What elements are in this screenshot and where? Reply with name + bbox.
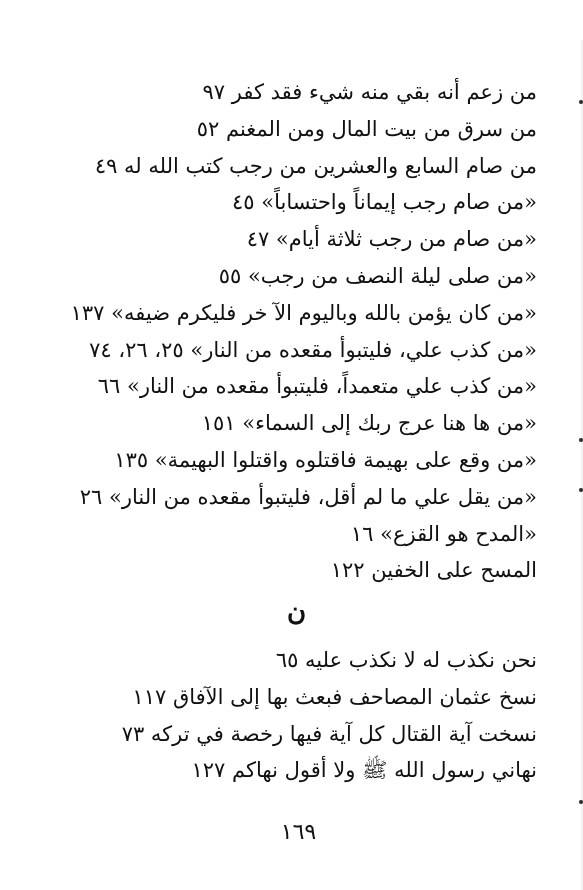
index-entry: «من يقل علي ما لم أقل، فليتبوأ مقعده من النار» ٢٦ (79, 484, 537, 509)
index-entry: «من وقع على بهيمة فاقتلوه واقتلوا البهيمة» ١٣٥ (114, 447, 537, 472)
page-number: ١٦٩ (280, 820, 317, 845)
index-entry: «من صام من رجب ثلاثة أيام» ٤٧ (246, 227, 537, 252)
index-entry: من سرق من بيت المال ومن المغنم ٥٢ (196, 116, 537, 141)
margin-mark (579, 800, 583, 804)
index-entry: من زعم أنه بقي منه شيء فقد كفر ٩٧ (202, 80, 537, 104)
index-entry: «المدح هو القزع» ١٦ (350, 521, 537, 546)
index-entry: «من ها هنا عرج ربك إلى السماء» ١٥١ (201, 411, 537, 436)
index-entry: المسح على الخفين ١٢٢ (330, 558, 537, 583)
index-entry: من صام السابع والعشرين من رجب كتب الله له ٤٩ (94, 153, 537, 178)
margin-mark (579, 438, 583, 442)
index-entry: «من صلى ليلة النصف من رجب» ٥٥ (218, 263, 537, 288)
index-entry: نسخت آية القتال كل آية فيها رخصة في تركه ٧٣ (121, 721, 537, 746)
index-entry: نهاني رسول الله ﷺ ولا أقول نهاكم ١٢٧ (191, 758, 537, 783)
section-heading-letter: ن (286, 597, 307, 627)
index-entries-meem (37, 74, 537, 589)
margin-mark (579, 488, 583, 492)
index-entry: «من كذب علي، فليتبوأ مقعده من النار» ٢٥، ٢٦، ٧٤ (89, 337, 537, 362)
index-entry: نحن نكذب له لا نكذب عليه ٦٥ (275, 648, 537, 672)
index-entry: «من كان يؤمن بالله وباليوم الآ خر فليكرم ضيفه» ١٣٧ (70, 300, 537, 325)
index-entry: نسخ عثمان المصاحف فبعث بها إلى الآفاق ١١٧ (132, 684, 537, 709)
margin-mark (579, 100, 583, 104)
index-entries-noon (37, 642, 537, 789)
index-entry: «من كذب علي متعمداً، فليتبوأ مقعده من النار» ٦٦ (97, 374, 537, 399)
index-entry: «من صام رجب إيماناً واحتساباً» ٤٥ (232, 190, 537, 215)
